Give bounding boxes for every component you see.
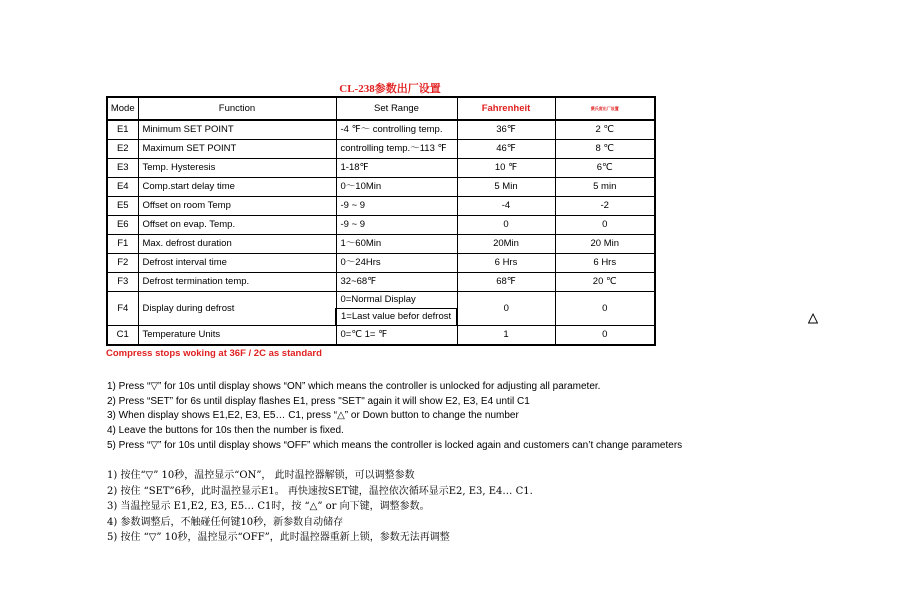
cell-range: 1～60Min xyxy=(336,235,457,254)
cell-function: Defrost interval time xyxy=(138,254,336,273)
cell-function: Temp. Hysteresis xyxy=(138,159,336,178)
cell-range: 0～24Hrs xyxy=(336,254,457,273)
instruction-step: 2) Press “SET” for 6s until display flashes E1, press "SET" again it will show E2, E3, E4 until C1 xyxy=(107,395,530,407)
cell-function: Comp.start delay time xyxy=(138,178,336,197)
header-function: Function xyxy=(138,97,336,120)
table-row xyxy=(107,140,655,159)
cell-function: Maximum SET POINT xyxy=(138,140,336,159)
cell-mode: C1 xyxy=(107,326,138,346)
instruction-step: 3) 当温控显示 E1,E2, E3, E5… C1时，按 “△” or 向下键，调整参数。 xyxy=(107,501,430,512)
cell-range: -9 ~ 9 xyxy=(336,197,457,216)
cell-function: Offset on room Temp xyxy=(138,197,336,216)
cell-function: Offset on evap. Temp. xyxy=(138,216,336,235)
header-celsius-default xyxy=(555,97,655,120)
instruction-step: 3) When display shows E1,E2, E3, E5… C1, press “△” or Down button to change the number xyxy=(107,410,519,422)
cell-celsius: 0 xyxy=(555,292,655,326)
cell-celsius: 2 ℃ xyxy=(555,120,655,140)
page-title: CL-238参数出厂设置 xyxy=(339,83,441,95)
cell-range: controlling temp.～113 ℉ xyxy=(336,140,457,159)
cell-fahrenheit: 10 ℉ xyxy=(457,159,555,178)
header-mode: Mode xyxy=(107,97,138,120)
cell-celsius: -2 xyxy=(555,197,655,216)
cell-mode: E4 xyxy=(107,178,138,197)
header-fahrenheit: Fahrenheit xyxy=(457,97,555,120)
cell-fahrenheit: 5 Min xyxy=(457,178,555,197)
cell-range: 32~68℉ xyxy=(336,273,457,292)
cell-range: 1-18℉ xyxy=(336,159,457,178)
triangle-up-icon xyxy=(808,313,818,324)
cell-celsius: 0 xyxy=(555,326,655,346)
cell-range: -9 ~ 9 xyxy=(336,216,457,235)
cell-fahrenheit: 0 xyxy=(457,216,555,235)
cell-range: 0=℃ 1= ℉ xyxy=(336,326,457,346)
instructions-english xyxy=(107,380,682,454)
header-celsius-label: 摄氏度出厂设置 xyxy=(590,106,619,111)
cell-range: 0～10Min xyxy=(336,178,457,197)
cell-celsius: 20 Min xyxy=(555,235,655,254)
cell-celsius: 0 xyxy=(555,216,655,235)
cell-celsius: 20 ℃ xyxy=(555,273,655,292)
instruction-step: 5) 按住 “▽” 10秒，温控显示“OFF”，此时温控器重新上锁，参数无法再调整 xyxy=(107,532,450,543)
cell-mode: F4 xyxy=(107,292,138,326)
cell-mode: F2 xyxy=(107,254,138,273)
table-row xyxy=(107,235,655,254)
instructions-chinese xyxy=(107,468,533,546)
cell-fahrenheit: 0 xyxy=(457,292,555,326)
table-row xyxy=(107,120,655,140)
cell-function: Display during defrost xyxy=(138,292,336,326)
cell-mode: E3 xyxy=(107,159,138,178)
compressor-note: Compress stops woking at 36F / 2C as standard xyxy=(106,348,322,359)
cell-celsius: 6 Hrs xyxy=(555,254,655,273)
cell-mode: E6 xyxy=(107,216,138,235)
cell-range-option-a: 0=Normal Display xyxy=(336,292,457,309)
cell-fahrenheit: 36℉ xyxy=(457,120,555,140)
table-row xyxy=(107,292,655,309)
cell-mode: E5 xyxy=(107,197,138,216)
cell-celsius: 8 ℃ xyxy=(555,140,655,159)
instruction-step: 2) 按住 “SET”6秒，此时温控显示E1。 再快速按SET键，温控依次循环显示E2, E3, E4… C1. xyxy=(107,485,533,497)
table-row xyxy=(107,273,655,292)
table-row xyxy=(107,326,655,346)
table-header-row xyxy=(107,97,655,120)
cell-mode: F1 xyxy=(107,235,138,254)
header-set-range: Set Range xyxy=(336,97,457,120)
cell-celsius: 5 min xyxy=(555,178,655,197)
table-row xyxy=(107,254,655,273)
cell-range-option-b: 1=Last value befor defrost xyxy=(336,309,457,326)
parameter-table xyxy=(106,96,656,346)
instruction-step: 5) Press “▽” for 10s until display shows “OFF” which means the controller is locked again and customers can’t change parameters xyxy=(107,439,683,451)
cell-mode: F3 xyxy=(107,273,138,292)
table-row xyxy=(107,159,655,178)
cell-celsius: 6℃ xyxy=(555,159,655,178)
instruction-step: 1) 按住“▽” 10秒，温控显示“ON”， 此时温控器解锁，可以调整参数 xyxy=(107,470,415,481)
cell-fahrenheit: 46℉ xyxy=(457,140,555,159)
cell-mode: E1 xyxy=(107,120,138,140)
cell-fahrenheit: 20Min xyxy=(457,235,555,254)
cell-function: Temperature Units xyxy=(138,326,336,346)
instruction-step: 4) Leave the buttons for 10s then the number is fixed. xyxy=(107,425,344,437)
cell-mode: E2 xyxy=(107,140,138,159)
instruction-step: 1) Press “▽” for 10s until display shows “ON” which means the controller is unlocked for adjusting all parameter. xyxy=(107,381,601,392)
cell-fahrenheit: 6 Hrs xyxy=(457,254,555,273)
cell-fahrenheit: 1 xyxy=(457,326,555,346)
cell-fahrenheit: 68℉ xyxy=(457,273,555,292)
cell-function: Max. defrost duration xyxy=(138,235,336,254)
table-row xyxy=(107,197,655,216)
cell-function: Minimum SET POINT xyxy=(138,120,336,140)
cell-function: Defrost termination temp. xyxy=(138,273,336,292)
instruction-step: 4) 参数调整后，不触碰任何键10秒，新参数自动储存 xyxy=(107,516,344,528)
cell-range: -4 ℉～ controlling temp. xyxy=(336,120,457,140)
cell-fahrenheit: -4 xyxy=(457,197,555,216)
table-row xyxy=(107,216,655,235)
table-row xyxy=(107,178,655,197)
